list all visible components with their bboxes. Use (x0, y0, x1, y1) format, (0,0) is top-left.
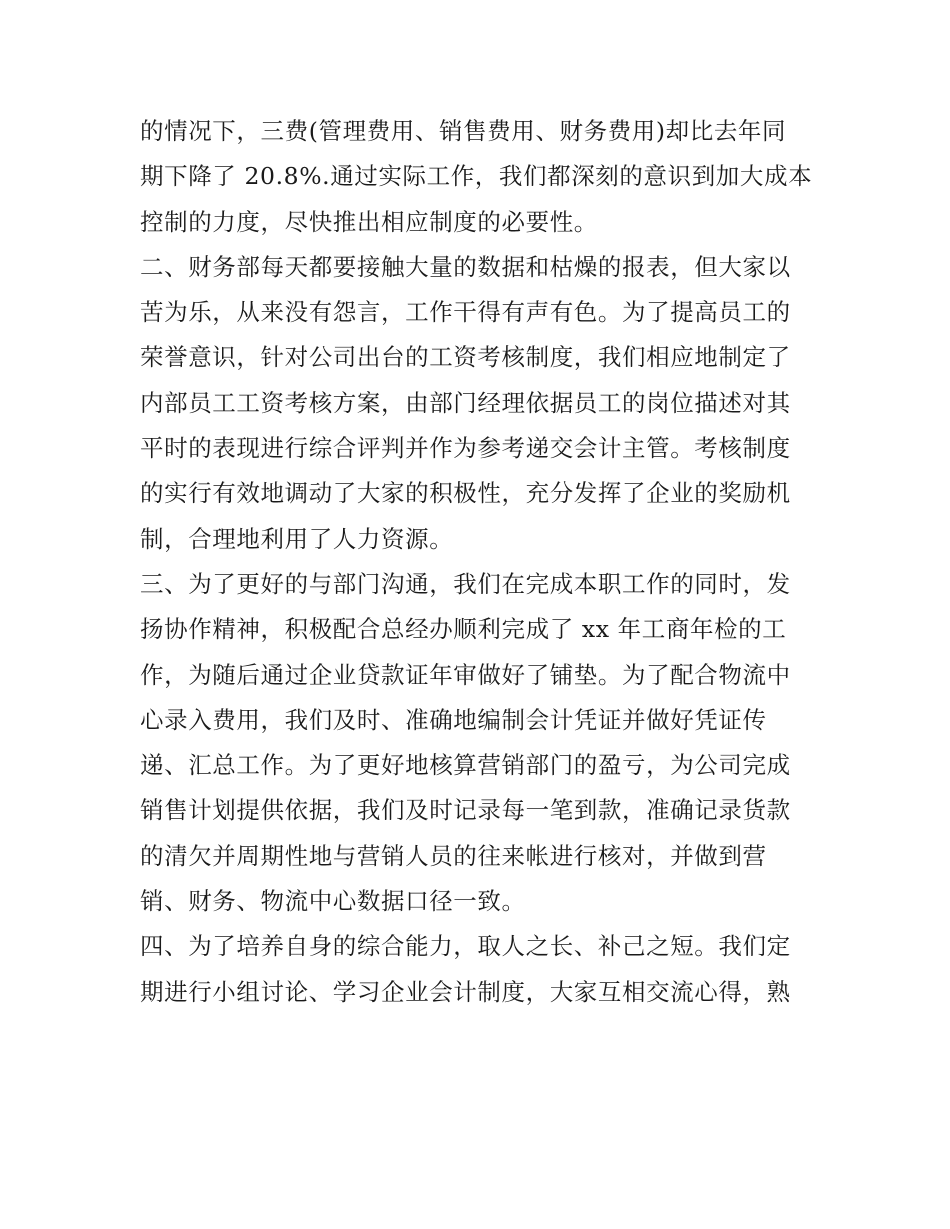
text-line: 二、财务部每天都要接触大量的数据和枯燥的报表，但大家以 (140, 252, 791, 281)
text-line: 平时的表现进行综合评判并作为参考递交会计主管。考核制度 (140, 434, 791, 463)
text-line: 递、汇总工作。为了更好地核算营销部门的盈亏，为公司完成 (140, 751, 791, 780)
text-line: 控制的力度，尽快推出相应制度的必要性。 (140, 207, 598, 236)
text-line: 四、为了培养自身的综合能力，取人之长、补己之短。我们定 (140, 932, 791, 961)
document-body (140, 109, 820, 1015)
text-line: 期进行小组讨论、学习企业会计制度，大家互相交流心得，熟 (140, 977, 791, 1006)
text-line: 的清欠并周期性地与营销人员的往来帐进行核对，并做到营 (140, 841, 767, 870)
text-line: 扬协作精神，积极配合总经办顺利完成了 xx 年工商年检的工 (140, 615, 787, 644)
text-line: 荣誉意识，针对公司出台的工资考核制度，我们相应地制定了 (140, 343, 791, 372)
text-line: 的情况下，三费(管理费用、销售费用、财务费用)却比去年同 (140, 117, 787, 145)
text-line: 苦为乐，从来没有怨言，工作干得有声有色。为了提高员工的 (140, 298, 791, 327)
text-line: 作，为随后通过企业贷款证年审做好了铺垫。为了配合物流中 (140, 660, 791, 689)
text-line: 心录入费用，我们及时、准确地编制会计凭证并做好凭证传 (140, 705, 767, 734)
text-line: 销、财务、物流中心数据口径一致。 (140, 887, 526, 916)
text-line: 的实行有效地调动了大家的积极性，充分发挥了企业的奖励机 (140, 479, 791, 508)
text-line: 销售计划提供依据，我们及时记录每一笔到款，准确记录货款 (140, 796, 791, 825)
text-line: 三、为了更好的与部门沟通，我们在完成本职工作的同时，发 (140, 569, 791, 598)
text-line: 制，合理地利用了人力资源。 (140, 524, 454, 553)
text-line: 期下降了 20.8%.通过实际工作，我们都深刻的意识到加大成本 (140, 162, 813, 191)
text-line: 内部员工工资考核方案，由部门经理依据员工的岗位描述对其 (140, 388, 791, 417)
